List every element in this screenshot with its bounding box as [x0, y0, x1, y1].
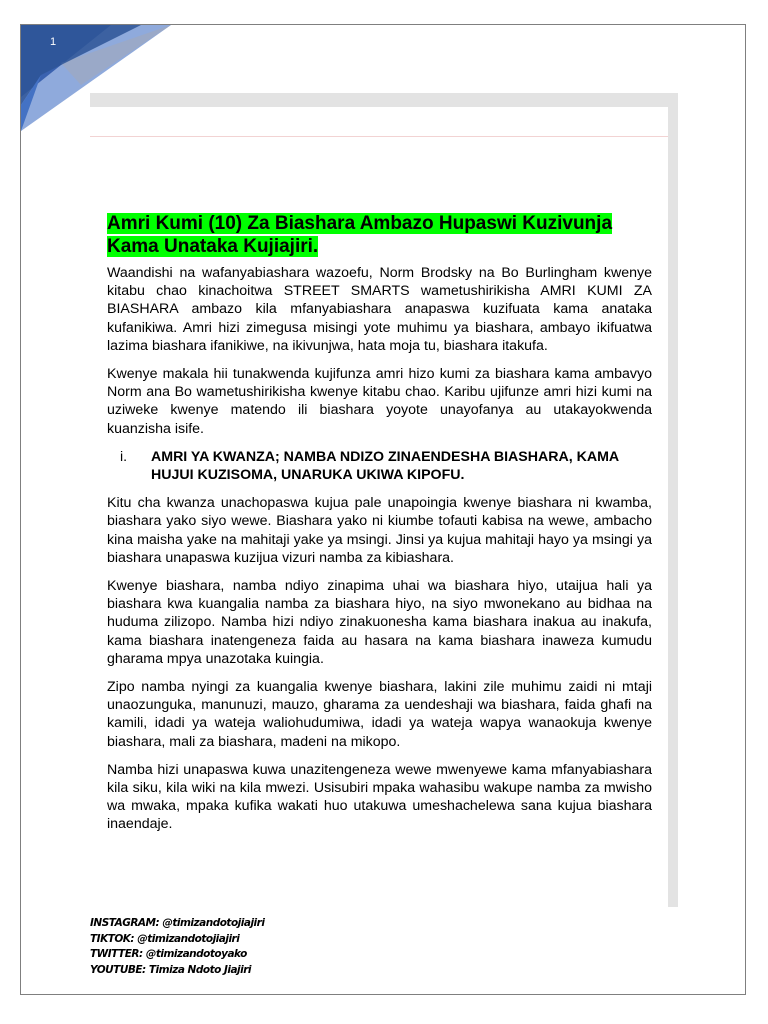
header-shade	[90, 93, 678, 107]
social-footer	[90, 916, 264, 978]
footer-twitter: TWITTER: @timizandotoyako	[90, 948, 247, 960]
intro-paragraph-2: Kwenye makala hii tunakwenda kujifunza amri hizo kumi za biashara kama ambavyo Norm ana Bo wametushirikisha kwenye kitabu chao. Karibu ujifunze amri hizi kumi na uziweke kwenye matendo ili biashara yoyote unayofanya au utakayokwenda kuanzisha isife.	[107, 366, 652, 437]
page-number: 1	[50, 36, 57, 48]
document-body	[107, 212, 652, 844]
section-heading-text: AMRI YA KWANZA; NAMBA NDIZO ZINAENDESHA BIASHARA, KAMA HUJUI KUZISOMA, UNARUKA UKIWA KIPOFU.	[151, 448, 619, 484]
corner-decoration	[21, 25, 171, 131]
margin-shade	[668, 93, 678, 907]
body-paragraph-1: Kitu cha kwanza unachopaswa kujua pale unapoingia kwenye biashara ni kwamba, biashara yako siyo wewe. Biashara yako ni kiumbe tofauti kabisa na wewe, ambacho kina maisha yake na mahitaji yake ya msingi. Jinsi ya kujua mahitaji hayo ya msingi ya biashara unapaswa kuzijua vizuri namba za kibiashara.	[107, 495, 652, 566]
body-paragraph-4: Namba hizi unapaswa kuwa unazitengeneza wewe mwenyewe kama mfanyabiashara kila siku, kila wiki na kila mwezi. Usisubiri mpaka wahasibu wakupe namba za mwisho wa mwaka, mpaka kufika wakati huo utakuwa umeshachelewa sana kujua biashara inaendaje.	[107, 761, 652, 833]
footer-youtube: YOUTUBE: Timiza Ndoto Jiajiri	[90, 963, 252, 976]
footer-tiktok: TIKTOK: @timizandotojiajiri	[90, 932, 240, 945]
title-text: Amri Kumi (10) Za Biashara Ambazo Hupaswi Kuzivunja Kama Unataka Kujiajiri.	[107, 213, 613, 257]
body-paragraph-2: Kwenye biashara, namba ndiyo zinapima uhai wa biashara hiyo, utaijua hali ya biashara kwa kuangalia namba za biashara hiyo, na siyo mwonekano au bidhaa na huduma zilizopo. Namba hizi ndiyo zinakuonesha kama biashara inakua au inakufa, kama biashara inatengeneza faida au hasara na kama biashara inaweza kumudu gharama mpya unazotaka kuingia.	[107, 578, 652, 667]
footer-instagram: INSTAGRAM: @timizandotojiajiri	[90, 917, 265, 929]
document-title	[107, 212, 652, 258]
list-marker: i.	[120, 448, 128, 465]
body-paragraph-3: Zipo namba nyingi za kuangalia kwenye biashara, lakini zile muhimu zaidi ni mtaji unaozunguka, manunuzi, mauzo, gharama za uendeshaji wa biashara, faida ghafi na kamili, idadi ya wateja waliohudumiwa, idadi ya wateja wapya wanaokuja kwenye biashara, mali za biashara, madeni na mikopo.	[107, 679, 652, 750]
header-rule	[90, 136, 668, 137]
intro-paragraph-1: Waandishi na wafanyabiashara wazoefu, Norm Brodsky na Bo Burlingham kwenye kitabu chao kinachoitwa STREET SMARTS wametushirikisha AMRI KUMI ZA BIASHARA ambazo kila mfanyabiashara anapaswa kuzifuata kama anataka kufanikiwa. Amri hizi zimegusa misingi yote muhimu ya biashara, ambayo ikifuatwa lazima biashara ifanikiwe, na ikivunjwa, hata moja tu, biashara itakufa.	[107, 265, 652, 354]
section-heading	[107, 448, 652, 484]
